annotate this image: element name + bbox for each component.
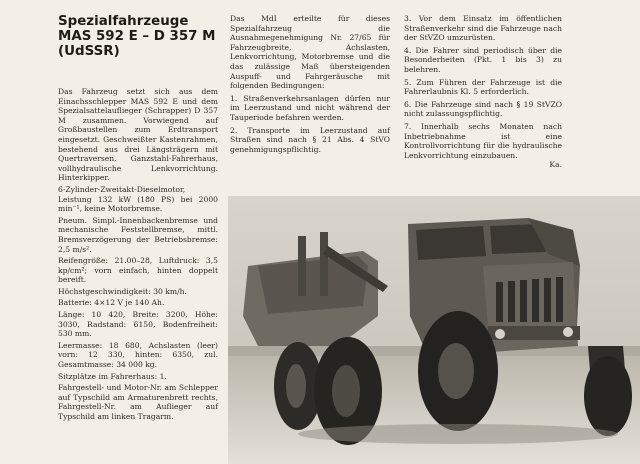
title-line-3: (UdSSR)	[58, 44, 120, 59]
spec-brakes: Pneum. Simpl.-Innenbackenbremse und mechanische Feststellbremse, mittl. Bremsverzögerung der Betriebsbremse: 2,5 m/s².	[58, 215, 218, 254]
page-title	[58, 14, 218, 59]
spec-serial: Fahrgestell- und Motor-Nr. am Schlepper auf Typschild am Armaturenbrett rechts, Fahrgestell-Nr. am Auflieger auf Typschild am linken Tragarm.	[58, 383, 218, 421]
title-line-2: MAS 592 E – D 357 M	[58, 29, 216, 44]
condition-item-3: 3. Vor dem Einsatz im öffentlichen Straßenverkehr sind die Fahrzeuge nach der StVZO umzurüsten.	[404, 14, 562, 43]
author-signature: Ka.	[549, 160, 562, 170]
column-2	[230, 14, 390, 154]
spec-list	[58, 185, 218, 422]
spec-engine: 6-Zylinder-Zweitakt-Dieselmotor, Leistung 132 kW (180 PS) bei 2000 min⁻¹, keine Motorbremse.	[58, 184, 218, 214]
truck-photo-icon	[228, 196, 640, 464]
truck-photo	[228, 196, 640, 464]
permit-paragraph: Das MdI erteilte für dieses Spezialfahrzeug die Ausnahmegenehmigung Nr. 27/65 für Fahrzeugbreite, Achslasten, Lenkvorrichtung, Motorbremse und die das zulässige Maß übersteigenden Auspuff- und Fahrgeräusche mit folgenden Bedingungen:	[230, 14, 390, 91]
spec-tyres: Reifengröße: 21.00–28, Luftdruck: 3,5 kp/cm²; vorn einfach, hinten doppelt bereift.	[58, 256, 218, 285]
condition-item-6: 6. Die Fahrzeuge sind nach § 19 StVZO nicht zulassungspflichtig.	[404, 99, 562, 119]
column-1	[58, 14, 218, 422]
title-line-1: Spezialfahrzeuge	[58, 14, 189, 29]
condition-item-2: 2. Transporte im Leerzustand auf Straßen sind nach § 21 Abs. 4 StVO genehmigungspflichtig.	[230, 125, 390, 154]
condition-item-1: 1. Straßenverkehrsanlagen dürfen nur im Leerzustand und nicht während der Tauperiode befahren werden.	[230, 93, 390, 122]
condition-item-7: 7. Innerhalb sechs Monaten nach Inbetriebnahme ist eine Kontrollvorrichtung für die hydraulische Lenkvorrichtung einzubauen.	[404, 121, 562, 160]
intro-paragraph: Das Fahrzeug setzt sich aus dem Einachsschlepper MAS 592 E und dem Spezialsattelauflieger (Schrapper) D 357 M zusammen. Vorwiegend auf Großbaustellen zum Erdtransport eingesetzt. Geschweißter Kastenrahmen, bestehend aus drei Längsträgern mit Quertraversen. Ganzstahl-Fahrerhaus, vollhydraulische Lenkvorrichtung. Hinterkipper.	[58, 87, 218, 183]
spec-dimensions: Länge: 10 420, Breite: 3200, Höhe: 3030, Radstand: 6150, Bodenfreiheit: 530 mm.	[58, 310, 218, 339]
spec-mass: Leermasse: 18 680, Achslasten (leer) vorn: 12 330, hinten: 6350, zul. Gesamtmasse: 34 000 kg.	[58, 340, 218, 370]
condition-item-4: 4. Die Fahrer sind periodisch über die Besonderheiten (Pkt. 1 bis 3) zu belehren.	[404, 45, 562, 74]
spec-seats: Sitzplätze im Fahrerhaus: 1.	[58, 371, 167, 381]
column-3	[404, 14, 562, 170]
condition-item-5: 5. Zum Führen der Fahrzeuge ist die Fahrerlaubnis Kl. 5 erforderlich.	[404, 77, 562, 97]
spec-battery: Batterie: 4×12 V je 140 Ah.	[58, 298, 165, 308]
spec-speed: Höchstgeschwindigkeit: 30 km/h.	[58, 286, 187, 296]
